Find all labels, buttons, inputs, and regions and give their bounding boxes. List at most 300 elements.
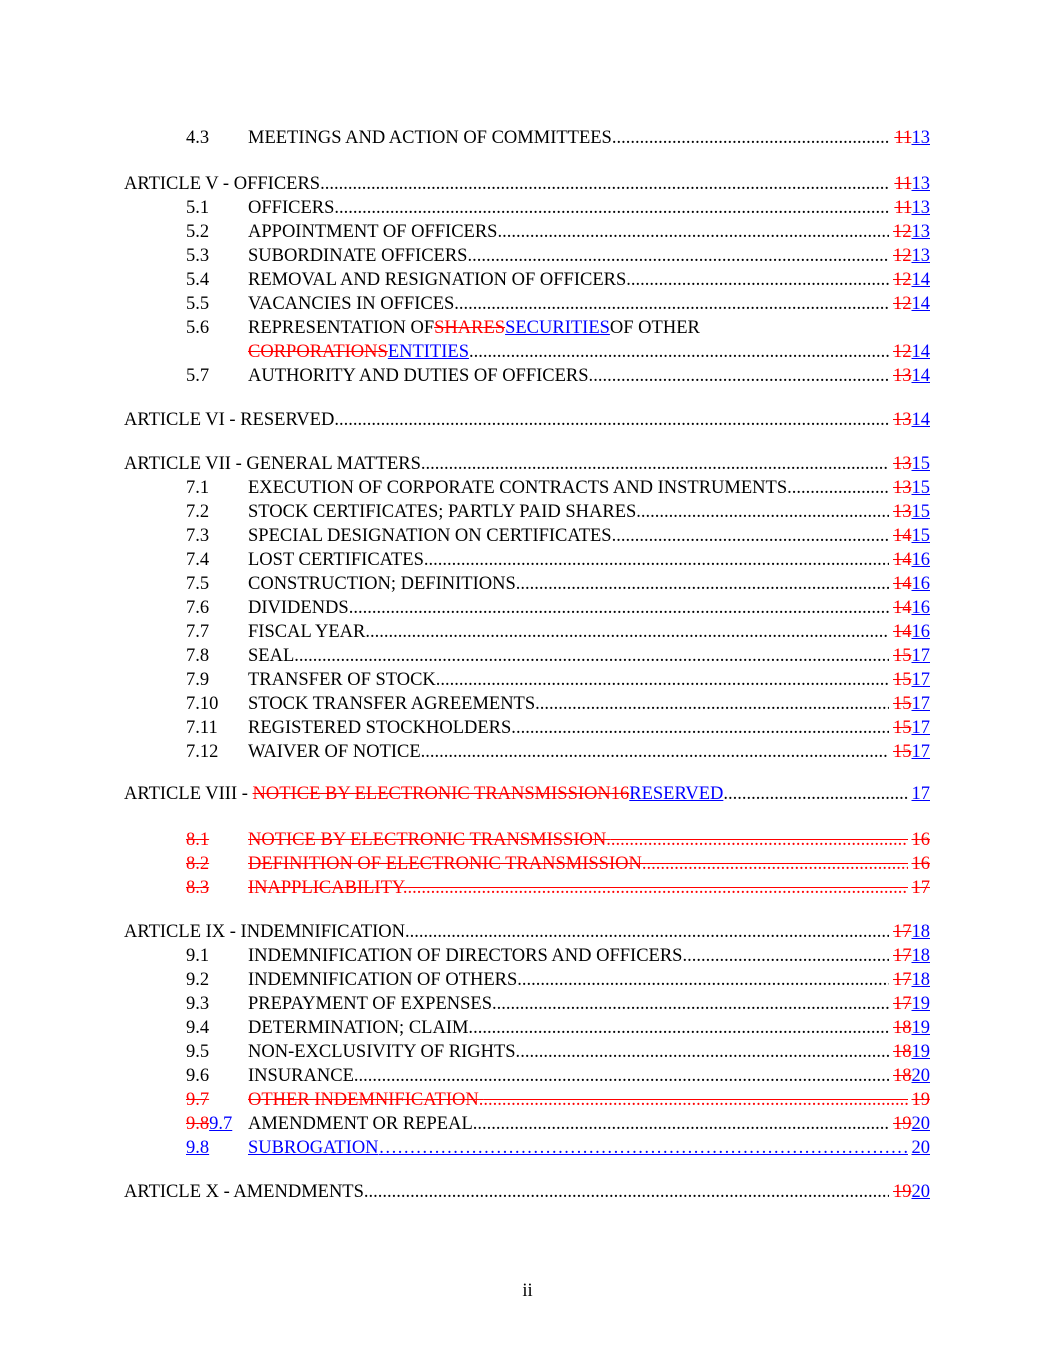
inserted-page-number[interactable]: 20	[911, 1182, 930, 1202]
inserted-page-number[interactable]: 19	[911, 1018, 930, 1038]
entry-title-end: .	[469, 342, 474, 362]
deleted-page-number: 14	[893, 574, 912, 594]
section-number: 5.1	[186, 198, 210, 218]
entry-line	[248, 852, 930, 876]
section-number: 8.2	[186, 854, 210, 874]
dot-leader	[370, 620, 889, 644]
page-number	[889, 500, 930, 524]
dot-leader	[425, 740, 889, 764]
section-number: 7.3	[186, 526, 210, 546]
deleted-page-number: 17	[911, 878, 930, 898]
entry-title: INSURANCE.	[248, 1066, 359, 1086]
entry-line	[248, 292, 930, 316]
deleted-page-number: 17	[893, 970, 912, 990]
entry-title: ARTICLE IX - INDEMNIFICATION	[124, 922, 405, 942]
deleted-page-number: 14	[893, 622, 912, 642]
page-number	[890, 196, 930, 220]
toc-entry[interactable]	[0, 220, 1055, 244]
entry-line	[124, 1180, 930, 1204]
inserted-page-number[interactable]: 15	[911, 478, 930, 498]
inserted-page-number[interactable]: 17	[911, 670, 930, 690]
deleted-page-number: 14	[893, 550, 912, 570]
entry-title-cont: OF OTHER	[609, 318, 700, 338]
page-number	[889, 968, 930, 992]
section-number: 7.4	[186, 550, 210, 570]
entry-line	[248, 968, 930, 992]
dot-leader	[474, 340, 889, 364]
toc-entry[interactable]	[0, 740, 1055, 764]
inserted-page-number[interactable]: 13	[911, 246, 930, 266]
entry-line	[248, 572, 930, 596]
entry-line	[248, 364, 930, 388]
inserted-page-number[interactable]: 18	[911, 922, 930, 942]
deleted-page-number: 11	[894, 198, 912, 218]
deleted-page-number: 12	[893, 246, 912, 266]
toc-entry[interactable]	[0, 668, 1055, 692]
deleted-page-number: 12	[893, 270, 912, 290]
toc-entry[interactable]	[0, 920, 1055, 944]
section-number: 5.7	[186, 366, 210, 386]
section-number: 9.1	[186, 946, 210, 966]
section-number: 7.7	[186, 622, 210, 642]
entry-title: FISCAL YEAR.	[248, 622, 370, 642]
deleted-word: SHARES	[434, 318, 506, 338]
dot-leader	[792, 476, 889, 500]
inserted-page-number[interactable]: 16	[911, 622, 930, 642]
page-number	[889, 364, 930, 388]
section-number: 4.3	[186, 128, 210, 148]
inserted-page-number[interactable]: 19	[911, 994, 930, 1014]
dot-leader	[353, 596, 889, 620]
entry-title: AUTHORITY AND DUTIES OF OFFICERS.	[248, 366, 594, 386]
deleted-page-number: 17	[893, 994, 912, 1014]
entry-line	[124, 920, 930, 944]
page-number	[889, 740, 930, 764]
section-number: 7.10	[186, 694, 219, 714]
section-number: 5.4	[186, 270, 210, 290]
dot-leader	[407, 876, 907, 900]
entry-line	[248, 740, 930, 764]
dot-leader	[520, 572, 889, 596]
inserted-page-number[interactable]: 20	[911, 1138, 930, 1158]
deleted-title: NOTICE BY ELECTRONIC TRANSMISSION16	[252, 784, 630, 804]
deleted-page-number: 18	[893, 1042, 912, 1062]
entry-line	[248, 1040, 930, 1064]
entry-title: MEETINGS AND ACTION OF COMMITTEES.	[248, 128, 617, 148]
entry-line	[124, 408, 930, 432]
toc-entry[interactable]	[0, 1040, 1055, 1064]
dot-leader	[593, 364, 889, 388]
section-number: 7.9	[186, 670, 210, 690]
deleted-page-number: 15	[893, 694, 912, 714]
entry-line	[248, 716, 930, 740]
deleted-page-number: 13	[893, 478, 912, 498]
deleted-page-number: 19	[893, 1114, 912, 1134]
dot-leader	[364, 1180, 889, 1204]
inserted-word: SECURITIES	[505, 318, 610, 338]
deleted-entry-title: OTHER INDEMNIFICATION.	[248, 1090, 484, 1110]
inserted-page-number[interactable]: 13	[911, 174, 930, 194]
inserted-page-number[interactable]: 17	[911, 784, 930, 804]
deleted-page-number: 13	[893, 366, 912, 386]
entry-line	[124, 452, 930, 476]
section-number: 8.1	[186, 830, 210, 850]
toc-entry[interactable]	[0, 126, 1055, 150]
toc-entry[interactable]	[0, 172, 1055, 196]
inserted-page-number[interactable]: 18	[911, 946, 930, 966]
dot-leader	[405, 920, 889, 944]
toc-entry[interactable]	[0, 244, 1055, 268]
toc-entry[interactable]	[0, 596, 1055, 620]
deleted-page-number: 18	[893, 1018, 912, 1038]
entry-line	[248, 668, 930, 692]
dot-leader	[421, 452, 889, 476]
page-number	[889, 292, 930, 316]
page-number	[889, 1180, 930, 1204]
entry-line	[248, 476, 930, 500]
deleted-section-number: 9.8	[186, 1114, 210, 1134]
section-number: 9.3	[186, 994, 210, 1014]
page-number	[890, 172, 930, 196]
toc-entry[interactable]	[0, 1180, 1055, 1204]
dot-leader	[616, 126, 890, 150]
deleted-page-number: 19	[911, 1090, 930, 1110]
entry-line	[248, 548, 930, 572]
page-number	[889, 244, 930, 268]
toc-entry[interactable]	[0, 1136, 1055, 1160]
entry-title: LOST CERTIFICATES.	[248, 550, 429, 570]
page-number	[889, 548, 930, 572]
dot-leader	[299, 644, 889, 668]
deleted-entry-title: INAPPLICABILITY.	[248, 878, 408, 898]
inserted-page-number[interactable]: 15	[911, 454, 930, 474]
dot-leader	[631, 268, 889, 292]
dot-leader	[472, 244, 889, 268]
deleted-page-number: 19	[893, 1182, 912, 1202]
entry-title: APPOINTMENT OF OFFICERS.	[248, 222, 503, 242]
entry-line	[248, 596, 930, 620]
toc-entry[interactable]	[0, 852, 1055, 876]
entry-title: OFFICERS.	[248, 198, 339, 218]
entry-line	[248, 1064, 930, 1088]
dot-leader	[473, 1016, 889, 1040]
deleted-page-number: 15	[893, 670, 912, 690]
inserted-page-number[interactable]: 17	[911, 694, 930, 714]
section-number: 7.6	[186, 598, 210, 618]
dot-leader	[520, 1040, 889, 1064]
dot-leader	[616, 524, 889, 548]
entry-title: PREPAYMENT OF EXPENSES.	[248, 994, 497, 1014]
inserted-page-number[interactable]: 20	[911, 1066, 930, 1086]
section-number: 5.2	[186, 222, 210, 242]
inserted-page-number[interactable]: 14	[911, 410, 930, 430]
inserted-page-number[interactable]: 13	[911, 128, 930, 148]
deleted-page-number: 15	[893, 742, 912, 762]
toc-entry[interactable]	[0, 992, 1055, 1016]
entry-line	[248, 1088, 930, 1112]
deleted-page-number: 14	[893, 526, 912, 546]
entry-title: STOCK TRANSFER AGREEMENTS.	[248, 694, 540, 714]
entry-title: ARTICLE X - AMENDMENTS	[124, 1182, 364, 1202]
section-number	[186, 1112, 232, 1136]
section-number: 5.5	[186, 294, 210, 314]
inserted-page-number[interactable]: 14	[911, 270, 930, 290]
entry-line	[248, 1136, 930, 1160]
entry-line	[248, 692, 930, 716]
toc-entry[interactable]	[0, 196, 1055, 220]
page-number	[889, 668, 930, 692]
toc-entry[interactable]	[0, 644, 1055, 668]
dot-leader	[641, 500, 889, 524]
entry-line	[248, 1016, 930, 1040]
entry-title: VACANCIES IN OFFICES.	[248, 294, 459, 314]
entry-title: DETERMINATION; CLAIM.	[248, 1018, 474, 1038]
entry-title: WAIVER OF NOTICE.	[248, 742, 426, 762]
section-number: 9.6	[186, 1066, 210, 1086]
entry-line	[248, 268, 930, 292]
toc-entry[interactable]	[0, 408, 1055, 432]
entry-line	[248, 220, 930, 244]
entry-title: TRANSFER OF STOCK.	[248, 670, 441, 690]
toc-entry[interactable]	[0, 476, 1055, 500]
dot-leader	[334, 408, 889, 432]
entry-line	[248, 126, 930, 150]
toc-entry[interactable]	[0, 548, 1055, 572]
entry-line	[124, 172, 930, 196]
deleted-page-number: 13	[893, 454, 912, 474]
entry-line	[248, 500, 930, 524]
entry-title: SEAL.	[248, 646, 299, 666]
entry-title: REGISTERED STOCKHOLDERS.	[248, 718, 516, 738]
inserted-page-number[interactable]: 14	[911, 366, 930, 386]
deleted-page-number: 17	[893, 946, 912, 966]
inserted-page-number[interactable]: 14	[911, 294, 930, 314]
toc-entry[interactable]	[0, 316, 1055, 362]
toc-entry[interactable]	[0, 782, 1055, 806]
dot-leader	[379, 1136, 908, 1160]
entry-line-continued	[248, 340, 930, 364]
article-label: ARTICLE VIII -	[124, 784, 253, 804]
inserted-page-number[interactable]: 20	[911, 1114, 930, 1134]
section-number: 7.8	[186, 646, 210, 666]
section-number: 5.3	[186, 246, 210, 266]
entry-title: INDEMNIFICATION OF DIRECTORS AND OFFICERS.	[248, 946, 688, 966]
dot-leader	[687, 944, 889, 968]
entry-title: DIVIDENDS.	[248, 598, 354, 618]
entry-title: SPECIAL DESIGNATION ON CERTIFICATES.	[248, 526, 617, 546]
section-number: 7.1	[186, 478, 210, 498]
deleted-page-number: 11	[894, 174, 912, 194]
toc-entry[interactable]	[0, 1064, 1055, 1088]
dot-leader	[339, 196, 890, 220]
inserted-page-number[interactable]: 15	[911, 502, 930, 522]
dot-leader	[459, 292, 889, 316]
entry-title: REMOVAL AND RESIGNATION OF OFFICERS.	[248, 270, 631, 290]
deleted-page-number: 16	[911, 854, 930, 874]
toc-entry[interactable]	[0, 1088, 1055, 1112]
entry-line	[248, 620, 930, 644]
deleted-word: CORPORATIONS	[248, 342, 388, 362]
entry-line	[124, 782, 930, 806]
page-number	[889, 644, 930, 668]
entry-line	[248, 1112, 930, 1136]
page-number	[908, 782, 931, 806]
entry-title: AMENDMENT OR REPEAL.	[248, 1114, 478, 1134]
inserted-page-number[interactable]: 17	[911, 646, 930, 666]
entry-line	[248, 316, 930, 340]
deleted-page-number: 13	[893, 410, 912, 430]
toc-entry[interactable]	[0, 364, 1055, 388]
toc-entry[interactable]	[0, 944, 1055, 968]
entry-title	[124, 782, 723, 806]
inserted-title: RESERVED	[629, 784, 724, 804]
deleted-entry-title: DEFINITION OF ELECTRONIC TRANSMISSION.	[248, 854, 647, 874]
entry-line	[248, 244, 930, 268]
toc-entry[interactable]	[0, 500, 1055, 524]
page-number	[889, 476, 930, 500]
page-number	[889, 1040, 930, 1064]
dot-leader	[540, 692, 889, 716]
entry-line	[248, 944, 930, 968]
page-number	[890, 126, 930, 150]
entry-line	[248, 828, 930, 852]
dot-leader	[522, 968, 889, 992]
section-number: 9.5	[186, 1042, 210, 1062]
page-number	[889, 340, 930, 364]
section-number: 9.4	[186, 1018, 210, 1038]
page-number	[889, 716, 930, 740]
section-number: 9.2	[186, 970, 210, 990]
dot-leader	[502, 220, 889, 244]
toc-entry[interactable]	[0, 968, 1055, 992]
entry-title: NON-EXCLUSIVITY OF RIGHTS.	[248, 1042, 521, 1062]
inserted-page-number[interactable]: 13	[911, 222, 930, 242]
section-number: 7.11	[186, 718, 218, 738]
toc-entry[interactable]	[0, 452, 1055, 476]
deleted-page-number: 14	[893, 598, 912, 618]
deleted-page-number: 16	[911, 830, 930, 850]
inserted-page-number[interactable]: 17	[911, 718, 930, 738]
section-number: 7.12	[186, 742, 219, 762]
deleted-page-number: 12	[893, 342, 912, 362]
deleted-entry-title: NOTICE BY ELECTRONIC TRANSMISSION.	[248, 830, 611, 850]
page-number-footer: ii	[522, 1281, 533, 1301]
entry-title: STOCK CERTIFICATES; PARTLY PAID SHARES.	[248, 502, 641, 522]
inserted-page-number[interactable]: 18	[911, 970, 930, 990]
page-number	[889, 1064, 930, 1088]
entry-line	[248, 992, 930, 1016]
inserted-page-number[interactable]: 13	[911, 198, 930, 218]
deleted-page-number: 15	[893, 646, 912, 666]
entry-title: ARTICLE V - OFFICERS	[124, 174, 321, 194]
page-number	[889, 220, 930, 244]
section-number: 7.2	[186, 502, 210, 522]
entry-line	[248, 876, 930, 900]
section-number: 9.8	[186, 1138, 210, 1158]
entry-title: INDEMNIFICATION OF OTHERS.	[248, 970, 522, 990]
dot-leader	[483, 1088, 907, 1112]
inserted-page-number[interactable]: 14	[911, 342, 930, 362]
section-number: 7.5	[186, 574, 210, 594]
page-number	[889, 1016, 930, 1040]
inserted-section-number: 9.7	[209, 1114, 233, 1134]
entry-title: CONSTRUCTION; DEFINITIONS.	[248, 574, 521, 594]
dot-leader	[497, 992, 889, 1016]
section-number: 8.3	[186, 878, 210, 898]
deleted-page-number: 12	[893, 294, 912, 314]
dot-leader	[516, 716, 889, 740]
toc-entry[interactable]	[0, 876, 1055, 900]
section-number: 5.6	[186, 318, 210, 338]
page-number	[889, 524, 930, 548]
deleted-page-number: 15	[893, 718, 912, 738]
dot-leader	[646, 852, 907, 876]
page-number	[889, 620, 930, 644]
page-number	[889, 452, 930, 476]
toc-entry[interactable]	[0, 524, 1055, 548]
dot-leader	[359, 1064, 890, 1088]
page-number	[889, 1112, 930, 1136]
toc-entry[interactable]	[0, 292, 1055, 316]
dot-leader	[611, 828, 908, 852]
toc-entry[interactable]	[0, 716, 1055, 740]
deleted-page-number: 13	[893, 502, 912, 522]
toc-entry[interactable]	[0, 620, 1055, 644]
inserted-page-number[interactable]: 16	[911, 574, 930, 594]
page-number	[889, 692, 930, 716]
entry-line	[248, 644, 930, 668]
inserted-page-number[interactable]: 16	[911, 550, 930, 570]
entry-title: SUBORDINATE OFFICERS.	[248, 246, 473, 266]
toc-entry[interactable]	[0, 828, 1055, 852]
toc-entry[interactable]	[0, 268, 1055, 292]
toc-entry[interactable]	[0, 1016, 1055, 1040]
inserted-entry-title: SUBROGATION	[248, 1138, 379, 1158]
dot-leader	[428, 548, 889, 572]
deleted-page-number: 18	[893, 1066, 912, 1086]
page-number	[889, 572, 930, 596]
entry-title: EXECUTION OF CORPORATE CONTRACTS AND INSTRUMENTS.	[248, 478, 792, 498]
entry-title: ARTICLE VII - GENERAL MATTERS	[124, 454, 421, 474]
inserted-word: ENTITIES	[387, 342, 469, 362]
inserted-page-number[interactable]: 17	[911, 742, 930, 762]
entry-title: REPRESENTATION OF	[248, 318, 435, 338]
deleted-page-number: 12	[893, 222, 912, 242]
inserted-page-number[interactable]: 19	[911, 1042, 930, 1062]
page-number	[889, 944, 930, 968]
toc-entry[interactable]	[0, 692, 1055, 716]
entry-line	[248, 524, 930, 548]
inserted-page-number[interactable]: 16	[911, 598, 930, 618]
section-number: 9.7	[186, 1090, 210, 1110]
page-number	[889, 596, 930, 620]
dot-leader	[723, 782, 907, 806]
page-number	[889, 920, 930, 944]
page-number	[889, 408, 930, 432]
entry-title: ARTICLE VI - RESERVED	[124, 410, 335, 430]
page-number	[889, 992, 930, 1016]
page-number	[889, 268, 930, 292]
entry-line	[248, 196, 930, 220]
deleted-page-number: 11	[894, 128, 912, 148]
dot-leader	[440, 668, 889, 692]
dot-leader	[320, 172, 890, 196]
toc-entry[interactable]	[0, 572, 1055, 596]
toc-entry[interactable]	[0, 1112, 1055, 1136]
deleted-page-number: 17	[893, 922, 912, 942]
dot-leader	[477, 1112, 889, 1136]
inserted-page-number[interactable]: 15	[911, 526, 930, 546]
